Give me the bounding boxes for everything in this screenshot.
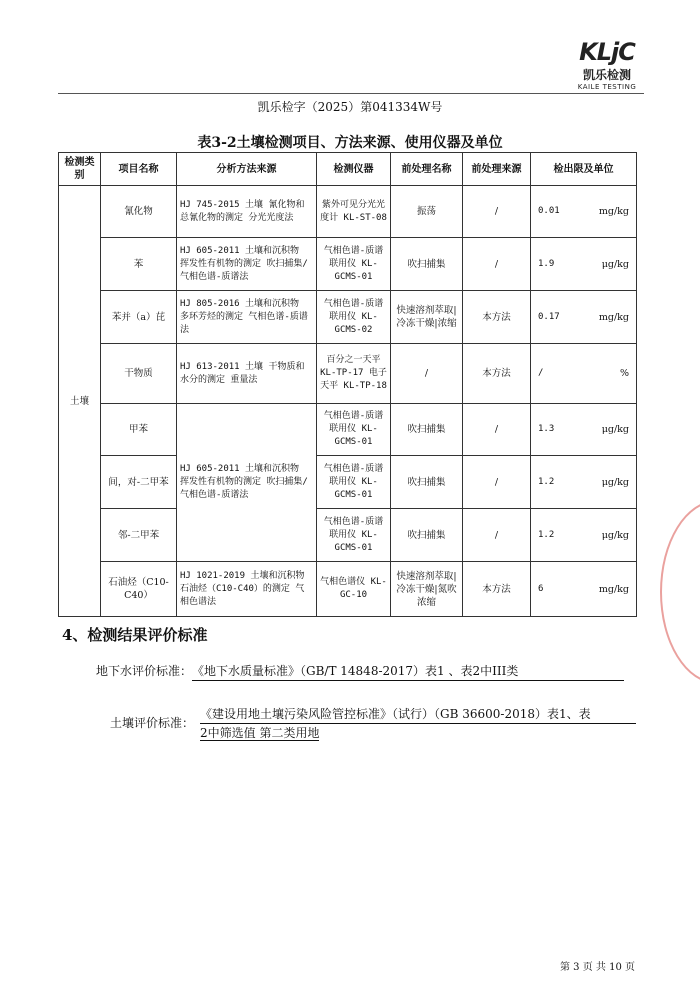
table-row	[59, 186, 637, 238]
header-limit: 检出限及单位	[531, 153, 637, 186]
method-cell: HJ 745-2015 土壤 氰化物和总氰化物的测定 分光光度法	[177, 186, 317, 238]
pre-source-cell: /	[463, 186, 531, 238]
limit-value: 1.2	[538, 529, 555, 540]
header-instrument: 检测仪器	[317, 153, 391, 186]
method-cell: HJ 1021-2019 土壤和沉积物 石油烃（C10-C40）的测定 气相色谱法	[177, 562, 317, 617]
table-row	[59, 456, 637, 509]
section-title: 4、检测结果评价标准	[62, 626, 208, 644]
limit-cell	[531, 186, 637, 238]
table-row	[59, 291, 637, 344]
limit-value: 1.9	[538, 258, 555, 269]
header-category: 检测类别	[59, 153, 101, 186]
limit-cell	[531, 344, 637, 404]
limit-cell	[531, 562, 637, 617]
category-cell: 土壤	[59, 186, 101, 617]
soil-standard-label-wrap	[110, 714, 194, 732]
instrument-cell: 气相色谱-质谱联用仪 KL-GCMS-01	[317, 456, 391, 509]
limit-cell	[531, 404, 637, 456]
pre-name-cell: 振荡	[391, 186, 463, 238]
logo-mark: KLjC	[579, 38, 635, 66]
item-cell: 间，对-二甲苯	[101, 456, 177, 509]
instrument-cell: 气相色谱-质谱联用仪 KL-GCMS-01	[317, 238, 391, 291]
limit-value: 0.01	[538, 206, 560, 216]
item-cell: 甲苯	[101, 404, 177, 456]
groundwater-standard	[96, 662, 624, 681]
company-logo	[568, 40, 646, 91]
soil-testing-table	[58, 152, 637, 617]
table-header-row	[59, 153, 637, 186]
limit-cell	[531, 509, 637, 562]
limit-value: 0.17	[538, 311, 560, 322]
shared-method-cell: HJ 605-2011 土壤和沉积物 挥发性有机物的测定 吹扫捕集/气相色谱-质谱法	[177, 404, 317, 562]
instrument-cell: 气相色谱仪 KL-GC-10	[317, 562, 391, 617]
logo-english-name: KAILE TESTING	[577, 83, 637, 91]
pre-source-cell: 本方法	[463, 291, 531, 344]
table-title: 表3-2土壤检测项目、方法来源、使用仪器及单位	[197, 135, 503, 151]
pre-name-cell: /	[391, 344, 463, 404]
limit-value: 1.3	[538, 424, 555, 434]
pre-source-cell: /	[463, 238, 531, 291]
pre-source-cell: 本方法	[463, 344, 531, 404]
pre-name-cell: 吹扫捕集	[391, 238, 463, 291]
pre-name-cell: 快速溶剂萃取|冷冻干燥|氮吹浓缩	[391, 562, 463, 617]
instrument-cell: 气相色谱-质谱联用仪 KL-GCMS-01	[317, 404, 391, 456]
table-row	[59, 404, 637, 456]
soil-label: 土壤评价标准：	[110, 716, 195, 730]
header-item: 项目名称	[101, 153, 177, 186]
limit-unit: μg/kg	[601, 476, 629, 488]
pre-source-cell: /	[463, 404, 531, 456]
header-pre-source: 前处理来源	[463, 153, 531, 186]
groundwater-value: 《地下水质量标准》（GB/T 14848-2017）表1 、表2中III类	[192, 662, 624, 681]
item-cell: 苯并（a）芘	[101, 291, 177, 344]
limit-value: 1.2	[538, 476, 555, 487]
pre-name-cell: 吹扫捕集	[391, 509, 463, 562]
logo-chinese-name: 凯乐检测	[582, 68, 631, 82]
red-seal-stamp	[660, 500, 700, 684]
item-cell: 石油烃（C10-C40）	[101, 562, 177, 617]
table-row	[59, 562, 637, 617]
limit-unit: μg/kg	[601, 258, 629, 270]
item-cell: 干物质	[101, 344, 177, 404]
pre-source-cell: /	[463, 509, 531, 562]
instrument-cell: 气相色谱-质谱联用仪 KL-GCMS-01	[317, 509, 391, 562]
item-cell: 苯	[101, 238, 177, 291]
header-divider	[58, 93, 644, 94]
item-cell: 邻-二甲苯	[101, 509, 177, 562]
limit-unit: μg/kg	[601, 424, 629, 435]
pre-source-cell: /	[463, 456, 531, 509]
pre-name-cell: 吹扫捕集	[391, 404, 463, 456]
method-cell: HJ 605-2011 土壤和沉积物 挥发性有机物的测定 吹扫捕集/气相色谱-质谱法	[177, 238, 317, 291]
report-number: 凯乐检字（2025）第041334W号	[257, 100, 443, 114]
instrument-cell: 气相色谱-质谱联用仪 KL-GCMS-02	[317, 291, 391, 344]
limit-cell	[531, 456, 637, 509]
soil-standard-value	[200, 705, 636, 742]
method-cell: HJ 805-2016 土壤和沉积物 多环芳烃的测定 气相色谱-质谱法	[177, 291, 317, 344]
table-row	[59, 344, 637, 404]
header-pre-name: 前处理名称	[391, 153, 463, 186]
limit-unit: %	[619, 368, 629, 379]
instrument-cell: 百分之一天平 KL-TP-17 电子天平 KL-TP-18	[317, 344, 391, 404]
limit-value: /	[538, 368, 544, 378]
method-cell: HJ 613-2011 土壤 干物质和水分的测定 重量法	[177, 344, 317, 404]
limit-unit: mg/kg	[598, 206, 629, 217]
header-method: 分析方法来源	[177, 153, 317, 186]
pre-name-cell: 快速溶剂萃取|冷冻干燥|浓缩	[391, 291, 463, 344]
soil-value-line1: 《建设用地土壤污染风险管控标准》（试行）（GB 36600-2018）表1、表	[200, 705, 636, 724]
limit-unit: μg/kg	[601, 529, 629, 541]
limit-value: 6	[538, 583, 544, 594]
pre-source-cell: 本方法	[463, 562, 531, 617]
pre-name-cell: 吹扫捕集	[391, 456, 463, 509]
table-row	[59, 509, 637, 562]
soil-value-line2: 2中筛选值 第二类用地	[200, 726, 320, 740]
limit-unit: mg/kg	[598, 311, 629, 323]
limit-cell	[531, 238, 637, 291]
limit-cell	[531, 291, 637, 344]
instrument-cell: 紫外可见分光光度计 KL-ST-08	[317, 186, 391, 238]
page-footer: 第 3 页 共 10 页	[560, 962, 635, 973]
groundwater-label: 地下水评价标准：	[96, 664, 193, 678]
limit-unit: mg/kg	[598, 583, 629, 595]
item-cell: 氰化物	[101, 186, 177, 238]
table-row	[59, 238, 637, 291]
